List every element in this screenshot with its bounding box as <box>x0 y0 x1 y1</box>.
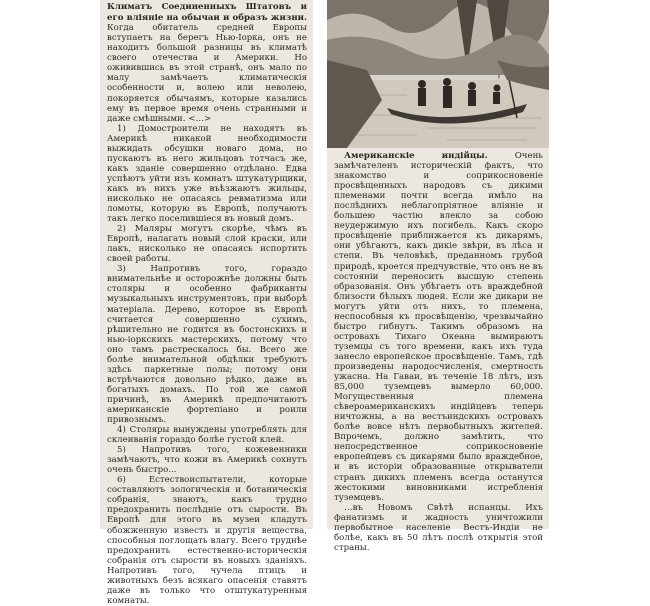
article-heading: Американскіе индійцы. <box>344 151 488 161</box>
omission-mark: <…> <box>188 113 212 124</box>
paragraph-3: 3) Напротивъ того, гораздо внимательнѣе и осторожнѣе должны быть столяры и особенно фабриканты музыкальныхъ инструментовъ, при выборѣ матеріала. Дерево, которое въ Европѣ считается совершенно сухимъ, рѣшительно не годится въ бостонскихъ и нью-іоркскихъ мастерскихъ, потому что оно тамъ растрескалось бы. Всего же болѣе внимательной обдѣлки требуютъ здѣсь паркетные полы; потому они встрѣчаются довольно рѣдко, даже въ богатыхъ домахъ. По той же самой причинѣ, въ Америкѣ предпочитаютъ американскіе фортепіано и роили привознымъ. <box>107 264 307 426</box>
article-title: Климатъ Соединенныхъ Штатовъ и его вліяніе на обычаи и образъ жизни. <box>107 2 307 23</box>
paragraph-1: 1) Домостроители не находятъ въ Америкѣ никакой необходимости выжидать обсушки новаго дома, но пускаютъ въ него жильцовъ тотчасъ же, какъ зданіе совершенно отдѣлано. Едва успѣютъ уйти изъ комнатъ штукатурщики, какъ въ нихъ уже въѣзжаютъ жильцы, нисколько не опасаясь ревматизма или ломоты, которую въ Европѣ, получаютъ такъ легко поселившіеся въ новый домъ. <box>107 123 307 225</box>
paragraph-2: 2) Маляры могутъ скорѣе, чѣмъ въ Европѣ, налагать новый слой краски, или лакъ, нисколько не опасаясь испортить своей работы. <box>107 224 307 265</box>
article-body: Очень замѣчателенъ историческій фактъ, что знакомство и соприкосновеніе просвѣщенныхъ народовъ съ дикими племенами почти всегда имѣло на послѣднихъ неблагопріятное вліяніе и большею частію влекло за собою неудержимую ихъ погибель. Какъ скоро просвѣщеніе приближается къ дикарямъ, они убѣгаютъ, какъ дикіе звѣри, въ лѣса и степи. Въ человѣкѣ, преданномъ грубой природѣ, кроется предчувствіе, что онъ не въ состояніи переносить высшую степень образованія. Онъ убѣгаетъ отъ враждебной близости бѣлыхъ людей. Если же дикари не могутъ уйти отъ нихъ, то племена, неспособныя къ просвѣщенію, чрезвычайно быстро гибнутъ. Такимъ образомъ на островахъ Тихаго Океана вымираютъ туземцы съ того времени, какъ ихъ туда занесло европейское просвѣщеніе. Тамъ, гдѣ произведены народосчисленія, смертность ужасна. На Гаваи, въ теченіе 18 лѣтъ, изъ 85,000 туземцевъ вымерло 60,000. Могущественныя племена сѣвероамериканскихъ индійцевъ теперь ничтожны, а на вестъиндскихъ островахъ болѣе вовсе нѣтъ первобытныхъ жителей. Впрочемъ, должно замѣтить, что непосредственное соприкосновеніе европейцевъ съ дикарями было враждебное, и въ исторіи образованные открыватели странъ дикихъ племенъ всегда останутся жестокими виновниками истребленія туземцевъ. <box>334 151 543 503</box>
paragraph-4: 4) Столяры вынуждены употреблять для склеиванія гораздо болѣе густой клей. <box>107 425 307 446</box>
left-page <box>100 0 313 606</box>
paragraph-5: 5) Напротивъ того, кожевенники замѣчаютъ, что кожи въ Америкѣ сохнутъ очень быстро... <box>107 445 307 476</box>
canoe-engraving-image <box>327 0 549 148</box>
paragraph-6: 6) Естествоиспытатели, которые составляютъ зологическія и ботаническія собранія, знаютъ, какъ трудно предохранить послѣдніе отъ сырости. Въ Европѣ для этого въ музеи кладутъ обожженную известь и другія вещества, способныя поглощать влагу. Всего труднѣе предохранить естественно-историческія собранія отъ сырости въ новыхъ зданіяхъ. Напротивъ того, чучела птицъ и животныхъ безъ всякаго опасенія ставятъ даже въ только что отштукатуренныя комнаты. <box>107 475 307 606</box>
closing-paragraph: …въ Новомъ Свѣтѣ испанцы. Ихъ фанатизмъ и жадность уничтожили первобытное населеніе Вестъ-Индіи не болѣе, какъ въ 50 лѣтъ послѣ открытія этой страны. <box>334 502 543 553</box>
left-article <box>107 2 307 606</box>
article-intro: Когда обитатель средней Европы вступаетъ на берегъ Нью-Іорка, онъ не находитъ большой разницы въ климатѣ своего отечества и Америки. Но оживившись въ этой странѣ, онъ мало по малу замѣчаетъ климатическія особенности и, волею или неволею, покоряется обычаямъ, которые казались ему въ первое время очень странными и даже смѣшными. <box>107 23 307 124</box>
right-article <box>327 148 549 553</box>
right-page <box>327 0 549 553</box>
